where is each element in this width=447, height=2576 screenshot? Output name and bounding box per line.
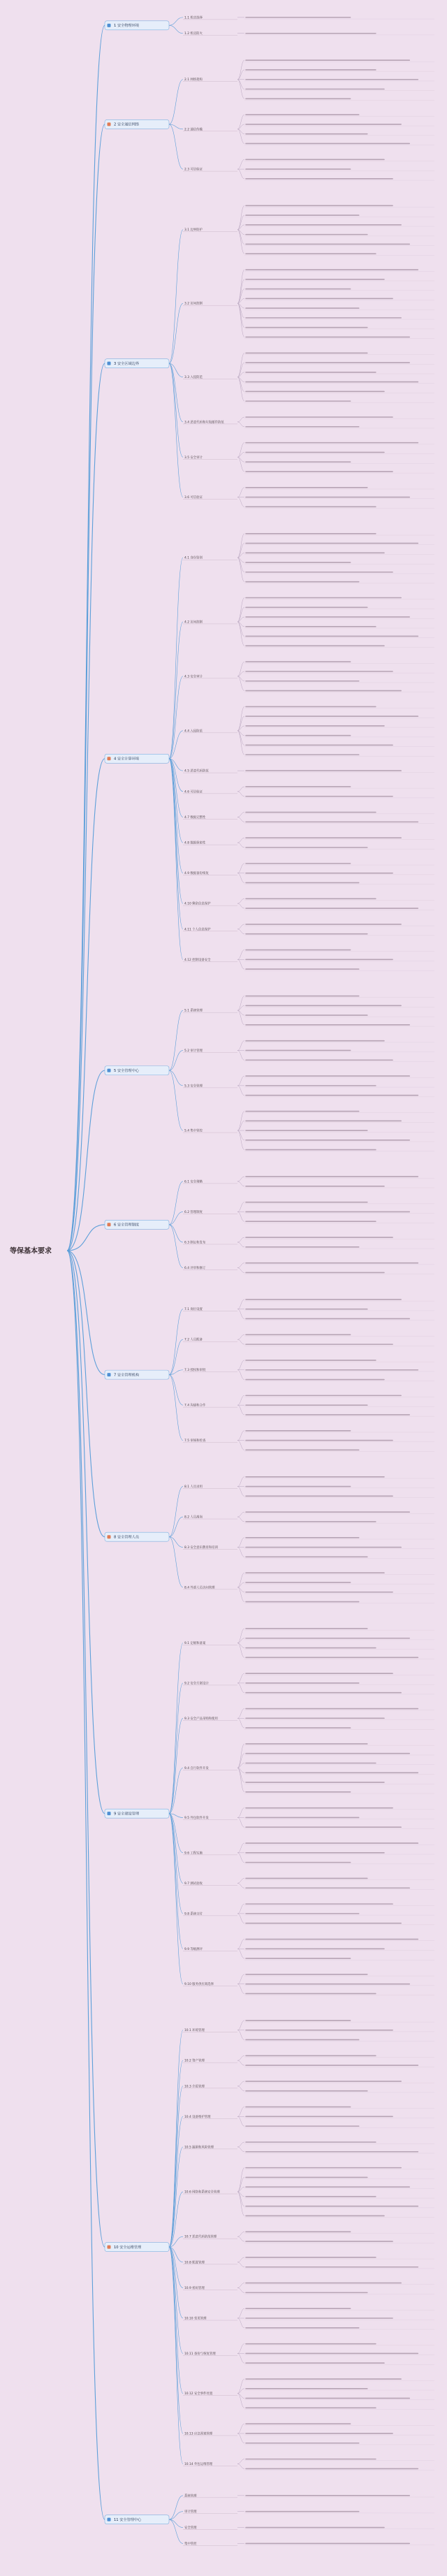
network-icon <box>108 122 111 126</box>
sub-branch-label[interactable]: 3.2 访问控制 <box>184 302 203 306</box>
sub-branch-label[interactable]: 系统管理 <box>184 2494 197 2498</box>
leaf-link <box>237 929 244 934</box>
sub-link <box>169 1339 183 1374</box>
sub-link <box>169 363 183 497</box>
leaf-link <box>237 2257 244 2262</box>
leaf-link <box>237 2424 244 2433</box>
section-node[interactable] <box>105 1370 169 1379</box>
rules-icon <box>108 1223 111 1226</box>
leaf-link <box>237 2107 244 2117</box>
sub-link <box>169 759 183 903</box>
leaf-link <box>237 1487 244 1497</box>
leaf-link <box>237 706 244 730</box>
leaf-link <box>237 598 244 622</box>
section-link <box>67 1251 105 2519</box>
section-label: 2 安全通信网络 <box>114 122 140 127</box>
sub-link <box>169 1010 183 1070</box>
leaf-link <box>237 558 244 581</box>
sub-link <box>169 2086 183 2247</box>
leaf-link <box>237 2344 244 2354</box>
sub-link <box>169 230 183 363</box>
leaf-link <box>237 1512 244 1517</box>
leaf-link <box>237 1086 244 1096</box>
leaf-link <box>237 2318 244 2328</box>
leaf-link <box>237 1202 244 1212</box>
sub-branch-label[interactable]: 5.2 审计管理 <box>184 1049 203 1053</box>
sub-branch-label[interactable]: 9.10 服务供应商选择 <box>184 1983 214 1987</box>
sub-link <box>169 2496 183 2519</box>
leaf-link <box>237 1477 244 1487</box>
sub-link <box>169 2519 183 2543</box>
leaf-link <box>237 950 244 960</box>
shield-icon <box>108 362 111 365</box>
sub-branch-label[interactable]: 4.1 身份鉴别 <box>184 556 203 560</box>
branch-links <box>67 17 244 2544</box>
sub-branch-label[interactable]: 安全管理 <box>184 2526 197 2531</box>
leaf-link <box>237 2116 244 2126</box>
leaf-link <box>237 1360 244 1370</box>
section-node[interactable] <box>105 21 169 30</box>
leaf-link <box>237 1517 244 1522</box>
leaf-link <box>237 1268 244 1273</box>
leaf-link <box>237 80 244 89</box>
sub-branch-label[interactable]: 集中管控 <box>184 2542 197 2546</box>
sub-branch-label[interactable]: 9.5 外包软件开发 <box>184 1816 209 1820</box>
leaf-link <box>237 422 244 427</box>
leaf-link <box>237 1538 244 1548</box>
section-label: 11 安全管理中心 <box>114 2517 142 2522</box>
leaf-link <box>237 903 244 908</box>
leaf-link <box>237 1817 244 1827</box>
sub-branch-label[interactable]: 10.5 漏洞和风险管理 <box>184 2146 214 2150</box>
leaf-link <box>237 2021 244 2030</box>
leaf-link <box>237 1181 244 1186</box>
sub-branch-label[interactable]: 10.10 变更管理 <box>184 2317 207 2321</box>
building-icon <box>108 1373 111 1376</box>
sub-branch-label[interactable]: 7.1 岗位设置 <box>184 1308 203 1312</box>
leaf-link <box>237 1339 244 1344</box>
sub-branch-label[interactable]: 9.4 自行软件开发 <box>184 1766 209 1770</box>
leaf-link <box>237 959 244 969</box>
leaf-link <box>237 1768 244 1791</box>
sub-link <box>169 1375 183 1441</box>
leaf-link <box>237 787 244 792</box>
section-node[interactable] <box>105 1066 169 1075</box>
leaf-link <box>237 1853 244 1863</box>
leaf-link <box>237 873 244 883</box>
leaf-link <box>237 864 244 873</box>
sub-link <box>169 1814 183 1884</box>
section-node[interactable] <box>105 119 169 129</box>
sub-branch-label[interactable]: 10.14 外包运维管理 <box>184 2463 213 2467</box>
leaf-link <box>237 1940 244 1949</box>
leaf-link <box>237 279 244 303</box>
leaf-link <box>237 843 244 847</box>
leaf-link <box>237 1121 244 1130</box>
leaf-link <box>237 1177 244 1181</box>
sub-branch-label[interactable]: 8.3 安全意识教育和培训 <box>184 1546 218 1550</box>
sub-link <box>169 1814 183 1984</box>
section-link <box>67 25 105 1251</box>
sub-link <box>169 1643 183 1814</box>
leaf-link <box>237 303 244 327</box>
leaf-link <box>237 2030 244 2040</box>
sub-branch-label[interactable]: 3.1 边界防护 <box>184 228 203 233</box>
sub-link <box>169 759 183 929</box>
sub-branch-label[interactable]: 4.6 可信验证 <box>184 790 203 794</box>
sub-link <box>169 124 183 129</box>
leaf-link <box>237 622 244 646</box>
sub-branch-label[interactable]: 10.4 设备维护管理 <box>184 2115 211 2119</box>
leaf-link <box>237 2459 244 2464</box>
mind-map-nodes <box>105 15 434 2546</box>
leaf-link <box>237 813 244 817</box>
leaf-link <box>237 1441 244 1450</box>
section-node[interactable] <box>105 1809 169 1818</box>
sub-link <box>169 1517 183 1537</box>
leaf-link <box>237 70 244 80</box>
sub-branch-label[interactable]: 9.7 测试验收 <box>184 1882 203 1886</box>
sub-branch-label[interactable]: 9.6 工程实施 <box>184 1851 203 1856</box>
leaf-link <box>237 80 244 99</box>
leaf-link <box>237 1744 244 1768</box>
leaf-link <box>237 1041 244 1051</box>
section-node[interactable] <box>105 359 169 368</box>
leaf-link <box>237 2464 244 2469</box>
leaf-link <box>237 2086 244 2091</box>
sub-link <box>169 124 183 169</box>
leaf-link <box>237 2192 244 2215</box>
sub-link <box>169 363 183 422</box>
leaf-link <box>237 353 244 377</box>
sub-branch-label[interactable]: 6.1 安全策略 <box>184 1180 203 1184</box>
sub-branch-label[interactable]: 10.1 环境管理 <box>184 2029 205 2033</box>
leaf-link <box>237 534 244 558</box>
root-node[interactable] <box>10 1246 52 1256</box>
sub-branch-label[interactable]: 4.11 个人信息保护 <box>184 928 211 932</box>
leaf-link <box>237 1130 244 1140</box>
sub-branch-label[interactable]: 9.2 安全方案设计 <box>184 1682 209 1686</box>
sub-branch-label[interactable]: 5.4 集中管控 <box>184 1129 203 1133</box>
leaf-link <box>237 2055 244 2060</box>
sub-branch-label[interactable]: 6.4 评审和修订 <box>184 1267 206 1271</box>
sub-branch-label[interactable]: 7.3 授权和审批 <box>184 1369 206 1373</box>
sub-branch-label[interactable]: 10.3 介质管理 <box>184 2085 205 2089</box>
leaf-link <box>237 1878 244 1883</box>
document-icon <box>108 24 111 27</box>
leaf-link <box>237 2147 244 2152</box>
sub-branch-label[interactable]: 4.4 入侵防范 <box>184 729 203 734</box>
sub-link <box>169 1050 183 1070</box>
section-link <box>67 1251 105 1814</box>
section-label: 4 安全计算环境 <box>114 757 140 762</box>
sub-branch-label[interactable]: 9.3 安全产品采购和使用 <box>184 1717 218 1721</box>
leaf-link <box>237 497 244 507</box>
leaf-link <box>237 898 244 903</box>
sub-branch-label[interactable]: 9.9 等级测评 <box>184 1947 203 1951</box>
sub-branch-label[interactable]: 10.2 资产管理 <box>184 2059 205 2063</box>
leaf-link <box>237 731 244 755</box>
leaf-link <box>237 1237 244 1242</box>
sub-branch-label[interactable]: 4.7 数据完整性 <box>184 815 206 820</box>
sub-branch-label[interactable]: 6.2 管理制度 <box>184 1210 203 1214</box>
sub-branch-label[interactable]: 10.11 备份与恢复管理 <box>184 2352 216 2356</box>
leaf-link <box>237 1076 244 1086</box>
leaf-link <box>237 1112 244 1131</box>
sub-branch-label[interactable]: 6.3 制定和发布 <box>184 1241 206 1245</box>
leaf-link <box>237 2142 244 2147</box>
leaf-link <box>237 1395 244 1405</box>
sub-link <box>169 2247 183 2318</box>
leaf-link <box>237 1808 244 1818</box>
sub-link <box>169 1683 183 1814</box>
section-label: 3 安全区域边界 <box>114 361 140 366</box>
leaf-link <box>237 1984 244 1994</box>
leaf-link <box>237 1130 244 1150</box>
sub-branch-label[interactable]: 1.2 机房防火 <box>184 32 203 36</box>
sub-link <box>169 1537 183 1587</box>
leaf-link <box>237 1683 244 1693</box>
sub-branch-label[interactable]: 7.5 审核和检查 <box>184 1439 206 1443</box>
computer-icon <box>108 757 111 760</box>
sub-branch-label[interactable]: 7.4 沟通和合作 <box>184 1404 206 1408</box>
sub-link <box>169 1309 183 1375</box>
sub-branch-label[interactable]: 10.6 网络和系统安全管理 <box>184 2190 220 2195</box>
sub-branch-label[interactable]: 8.4 外部人员访问管理 <box>184 1586 215 1590</box>
leaf-link <box>237 1974 244 1984</box>
section-node[interactable] <box>105 2243 169 2252</box>
leaf-link <box>237 1431 244 1441</box>
leaf-link <box>237 1718 244 1728</box>
leaf-link <box>237 2433 244 2443</box>
sub-link <box>169 25 183 33</box>
leaf-link <box>237 1949 244 1958</box>
sub-branch-label[interactable]: 4.10 剩余信息保护 <box>184 902 211 906</box>
section-label: 9 安全建设管理 <box>114 1812 140 1817</box>
leaf-link <box>237 817 244 822</box>
leaf-link <box>237 792 244 796</box>
sub-branch-label[interactable]: 10.7 恶意代码防范管理 <box>184 2235 217 2239</box>
leaf-link <box>237 488 244 497</box>
leaf-link <box>237 1405 244 1415</box>
leaf-link <box>237 2353 244 2363</box>
sub-link <box>169 2030 183 2247</box>
sub-branch-label[interactable]: 2.1 网络架构 <box>184 78 203 82</box>
leaf-link <box>237 2283 244 2288</box>
sub-link <box>169 303 183 363</box>
gear-icon <box>108 1812 111 1815</box>
sub-branch-label[interactable]: 4.5 恶意代码防范 <box>184 769 209 773</box>
section-label: 5 安全管理中心 <box>114 1068 140 1073</box>
leaf-link <box>237 1883 244 1888</box>
leaf-link <box>237 2168 244 2192</box>
leaf-link <box>237 377 244 401</box>
leaf-link <box>237 1050 244 1060</box>
sub-branch-label[interactable]: 4.9 数据备份恢复 <box>184 872 209 876</box>
sub-link <box>169 1225 183 1268</box>
leaf-link <box>237 838 244 843</box>
section-link <box>67 363 105 1251</box>
sub-branch-label[interactable]: 10.8 配置管理 <box>184 2261 205 2265</box>
sub-branch-label[interactable]: 3.6 可信验证 <box>184 496 203 500</box>
sub-link <box>169 2512 183 2519</box>
leaf-link <box>237 303 244 337</box>
leaf-link <box>237 2081 244 2086</box>
leaf-link <box>237 1334 244 1339</box>
sub-link <box>169 1487 183 1537</box>
sub-branch-label[interactable]: 2.3 可信验证 <box>184 168 203 172</box>
sub-link <box>169 1375 183 1406</box>
section-label: 7 安全管理机构 <box>114 1373 140 1378</box>
sub-link <box>169 363 183 457</box>
section-label: 1 安全物理环境 <box>114 24 140 29</box>
section-node[interactable] <box>105 2515 169 2524</box>
leaf-link <box>237 417 244 422</box>
sub-link <box>169 1070 183 1130</box>
sub-link <box>169 558 183 759</box>
leaf-link <box>237 2236 244 2241</box>
section-label: 6 安全管理制度 <box>114 1223 140 1228</box>
sub-branch-label[interactable]: 7.2 人员配备 <box>184 1338 203 1342</box>
center-icon <box>108 2518 111 2522</box>
sub-link <box>169 1211 183 1224</box>
leaf-link <box>237 1843 244 1853</box>
sub-branch-label[interactable]: 4.3 安全审计 <box>184 675 203 679</box>
sub-branch-label[interactable]: 3.5 安全审计 <box>184 456 203 460</box>
sub-branch-label[interactable]: 8.2 人员离岗 <box>184 1515 203 1520</box>
sub-branch-label[interactable]: 4.8 数据保密性 <box>184 841 206 845</box>
sub-branch-label[interactable]: 9.1 定级和备案 <box>184 1642 206 1646</box>
wrench-icon <box>108 2246 111 2249</box>
leaf-link <box>237 2232 244 2236</box>
root-label: 等保基本要求 <box>10 1247 52 1256</box>
leaf-link <box>237 159 244 169</box>
leaf-link <box>237 1242 244 1247</box>
sub-link <box>169 2247 183 2394</box>
leaf-link <box>237 230 244 254</box>
sub-branch-label[interactable]: 1.1 机房选择 <box>184 16 203 20</box>
sub-link <box>169 2519 183 2527</box>
monitor-icon <box>108 1069 111 1072</box>
sub-branch-label[interactable]: 9.8 系统交付 <box>184 1912 203 1916</box>
leaf-link <box>237 1370 244 1380</box>
sub-link <box>169 759 183 817</box>
sub-branch-label[interactable]: 4.2 访问控制 <box>184 620 203 625</box>
section-link <box>67 1251 105 1375</box>
sub-branch-label[interactable]: 10.12 安全事件处置 <box>184 2392 213 2396</box>
sub-branch-label[interactable]: 3.3 入侵防范 <box>184 376 203 380</box>
leaf-link <box>237 270 244 303</box>
section-link <box>67 1251 105 2247</box>
leaf-link <box>237 924 244 929</box>
leaf-link <box>237 2287 244 2292</box>
sub-branch-label[interactable]: 10.13 应急预案管理 <box>184 2432 213 2436</box>
sub-link <box>169 622 183 759</box>
sub-branch-label[interactable]: 4.12 控制设备安全 <box>184 958 211 962</box>
leaf-link <box>237 1211 244 1221</box>
section-node[interactable] <box>105 1532 169 1541</box>
leaf-link <box>237 2308 244 2318</box>
leaf-link <box>237 205 244 229</box>
sub-branch-label[interactable]: 8.1 人员录用 <box>184 1485 203 1490</box>
section-label: 8 安全管理人员 <box>114 1535 140 1540</box>
sub-link <box>169 1225 183 1242</box>
sub-branch-label[interactable]: 2.2 通信传输 <box>184 128 203 132</box>
section-node[interactable] <box>105 754 169 763</box>
sub-branch-label[interactable]: 审计管理 <box>184 2510 197 2515</box>
sub-branch-label[interactable]: 3.4 恶意代码和垃圾邮件防范 <box>184 421 224 425</box>
leaf-link <box>237 169 244 179</box>
leaf-link <box>237 2262 244 2267</box>
section-label: 10 安全运维管理 <box>114 2245 142 2250</box>
sub-branch-label[interactable]: 5.1 系统管理 <box>184 1009 203 1013</box>
leaf-link <box>237 1904 244 1914</box>
leaf-link <box>237 2060 244 2065</box>
sub-link <box>169 17 183 25</box>
sub-branch-label[interactable]: 5.3 安全管理 <box>184 1084 203 1089</box>
sub-link <box>169 80 183 124</box>
sub-link <box>169 2247 183 2433</box>
leaf-link <box>237 1548 244 1557</box>
sub-branch-label[interactable]: 10.9 密码管理 <box>184 2286 205 2290</box>
leaf-link <box>237 1673 244 1683</box>
sub-link <box>169 2247 183 2464</box>
leaf-link <box>237 1300 244 1309</box>
leaf-link <box>237 1263 244 1268</box>
leaf-link <box>237 1709 244 1719</box>
leaf-link <box>237 1309 244 1319</box>
leaf-link <box>237 1914 244 1923</box>
section-node[interactable] <box>105 1220 169 1229</box>
leaf-link <box>237 60 244 80</box>
people-icon <box>108 1535 111 1538</box>
